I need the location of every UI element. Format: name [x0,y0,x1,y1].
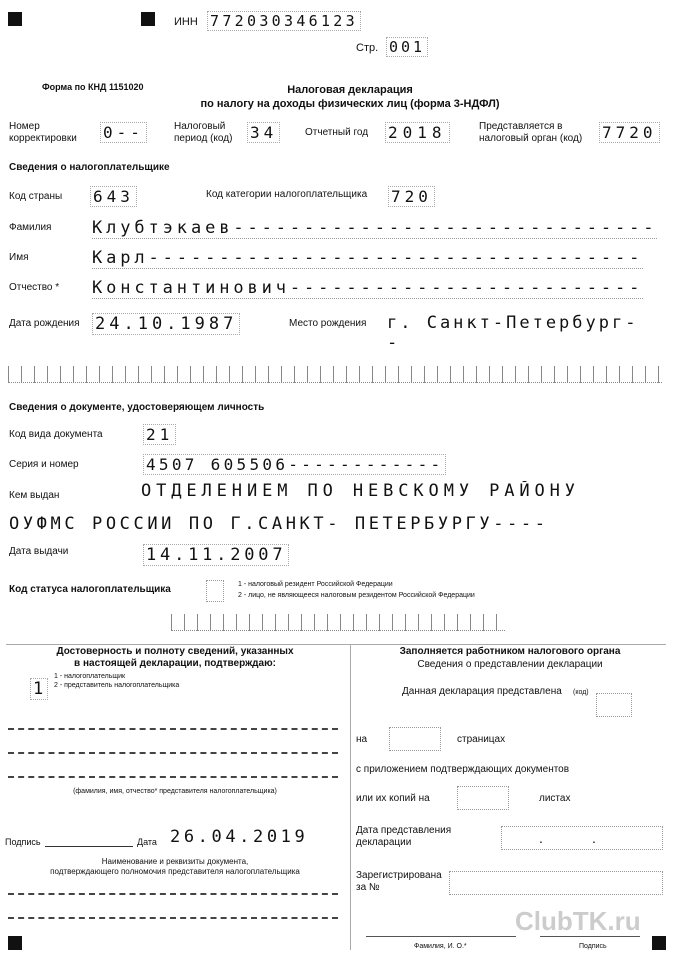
inn-value[interactable]: 772030346123 [207,11,361,31]
watermark-logo: ClubTK.ru [515,906,641,936]
office-title: Заполняется работником налогового органа [399,646,621,657]
representative-name-row-3[interactable] [8,776,338,778]
registered-label-2: за № [356,882,380,893]
patronymic-value[interactable]: Константинович------------------------- [92,278,644,298]
status-label: Код статуса налогоплательщика [9,584,171,595]
section-divider [6,644,666,645]
corner-marker-bottom-right [652,936,666,950]
birthplace-label: Место рождения [289,318,367,329]
auth-doc-line2: подтверждающего полномочия представителя налогоплательщика [50,867,300,876]
copies-count-cells[interactable] [457,786,509,810]
issuer-line1[interactable]: ОТДЕЛЕНИЕМ ПО НЕВСКОМУ РАЙОНУ [141,481,580,501]
name-label: Имя [9,252,29,263]
copies-label: или их копий на [356,793,430,804]
doc-type-label: Код вида документа [9,429,103,440]
confirm-value[interactable]: 1 [30,678,48,700]
sheets-label: листах [539,793,571,804]
auth-doc-row-1[interactable] [8,893,338,895]
birthdate-value[interactable]: 24.10.1987 [92,313,240,335]
period-value[interactable]: 34 [247,122,280,143]
series-label: Серия и номер [9,459,79,470]
confirm-date-value[interactable]: 26.04.2019 [170,827,309,847]
issue-date-value[interactable]: 14.11.2007 [143,544,289,566]
presented-code-label: (код) [573,689,589,696]
confirm-sign-line[interactable] [45,846,133,847]
confirm-title-line2: в настоящей декларации, подтверждаю: [74,658,276,669]
series-value[interactable]: 4507 605506------------ [143,454,446,475]
correction-label: Номер корректировки [9,121,77,144]
office-sign-label: Подпись [579,943,607,950]
birthplace-extra-row[interactable] [8,366,662,383]
form-code: Форма по КНД 1151020 [42,82,144,92]
pages-label: страницах [457,734,506,745]
corner-marker-bottom-left [8,936,22,950]
form-title-line2: по налогу на доходы физических лиц (форма 3-НДФЛ) [200,98,500,110]
status-option-1: 1 - налоговый резидент Российской Федерации [238,581,393,588]
submission-date-separator-2: . [592,830,596,846]
registered-label-1: Зарегистрирована [356,870,442,881]
status-value-cell[interactable] [206,580,224,602]
category-label: Код категории налогоплательщика [206,189,368,200]
submission-date-label-1: Дата представления [356,825,452,836]
presented-code-cell[interactable] [596,693,632,717]
name-value[interactable]: Карл----------------------------------- [92,248,644,268]
page-value[interactable]: 001 [386,37,428,57]
issuer-line2[interactable]: ОУФМС РОССИИ ПО Г.САНКТ- ПЕТЕРБУРГУ---- [9,514,549,534]
office-fio-line[interactable] [366,936,516,937]
country-value[interactable]: 643 [90,186,137,207]
surname-label: Фамилия [9,222,52,233]
issue-date-label: Дата выдачи [9,546,69,557]
inn-label: ИНН [174,16,198,28]
auth-doc-line1: Наименование и реквизиты документа, [101,857,249,866]
confirm-option-1: 1 - налогоплательщик [54,673,126,680]
attachments-label: с приложением подтверждающих документов [356,764,570,775]
category-value[interactable]: 720 [388,186,435,207]
office-subtitle: Сведения о представлении декларации [417,659,603,670]
status-extra-row[interactable] [171,614,505,631]
birthplace-value[interactable]: г. Санкт-Петербург- [387,313,639,333]
country-label: Код страны [9,191,63,202]
correction-value[interactable]: 0-- [100,122,147,143]
presented-label: Данная декларация представлена [402,686,562,697]
representative-caption: (фамилия, имя, отчество* представителя налогоплательщика) [73,788,277,795]
authority-value[interactable]: 7720 [599,122,660,143]
confirm-date-label: Дата [137,837,157,847]
office-fio-label: Фамилия, И. О.* [414,943,467,950]
taxpayer-section-title: Сведения о налогоплательщике [9,162,170,173]
confirm-title-line1: Достоверность и полноту сведений, указанных [56,646,294,657]
registration-number-cells[interactable] [449,871,663,895]
corner-marker-top-left [8,12,22,26]
issuer-label: Кем выдан [9,490,60,501]
doc-type-value[interactable]: 21 [143,424,176,445]
confirm-sign-label: Подпись [5,837,41,847]
confirm-option-2: 2 - представитель налогоплательщика [54,682,180,689]
column-divider [350,644,351,950]
representative-name-row-1[interactable] [8,728,338,730]
patronymic-label: Отчество * [9,282,60,293]
surname-value[interactable]: Клубтэкаев------------------------------ [92,218,658,238]
auth-doc-row-2[interactable] [8,917,338,919]
period-label: Налоговый период (код) [174,121,233,144]
page-label: Стр. [356,42,379,54]
year-label: Отчетный год [305,127,369,138]
corner-marker-top-center [141,12,155,26]
submission-date-separator-1: . [539,830,543,846]
year-value[interactable]: 2018 [385,122,450,143]
pages-count-cells[interactable] [389,727,441,751]
document-section-title: Сведения о документе, удостоверяющем личность [9,402,265,413]
pages-on-label: на [356,734,368,745]
submission-date-cells[interactable] [501,826,663,850]
birthdate-label: Дата рождения [9,318,80,329]
form-title-line1: Налоговая декларация [287,84,413,96]
status-option-2: 2 - лицо, не являющееся налоговым резидентом Российской Федерации [238,592,475,599]
representative-name-row-2[interactable] [8,752,338,754]
submission-date-label-2: декларации [356,837,412,848]
authority-label: Представляется в налоговый орган (код) [479,121,583,144]
birthplace-continuation[interactable]: - [387,333,400,353]
